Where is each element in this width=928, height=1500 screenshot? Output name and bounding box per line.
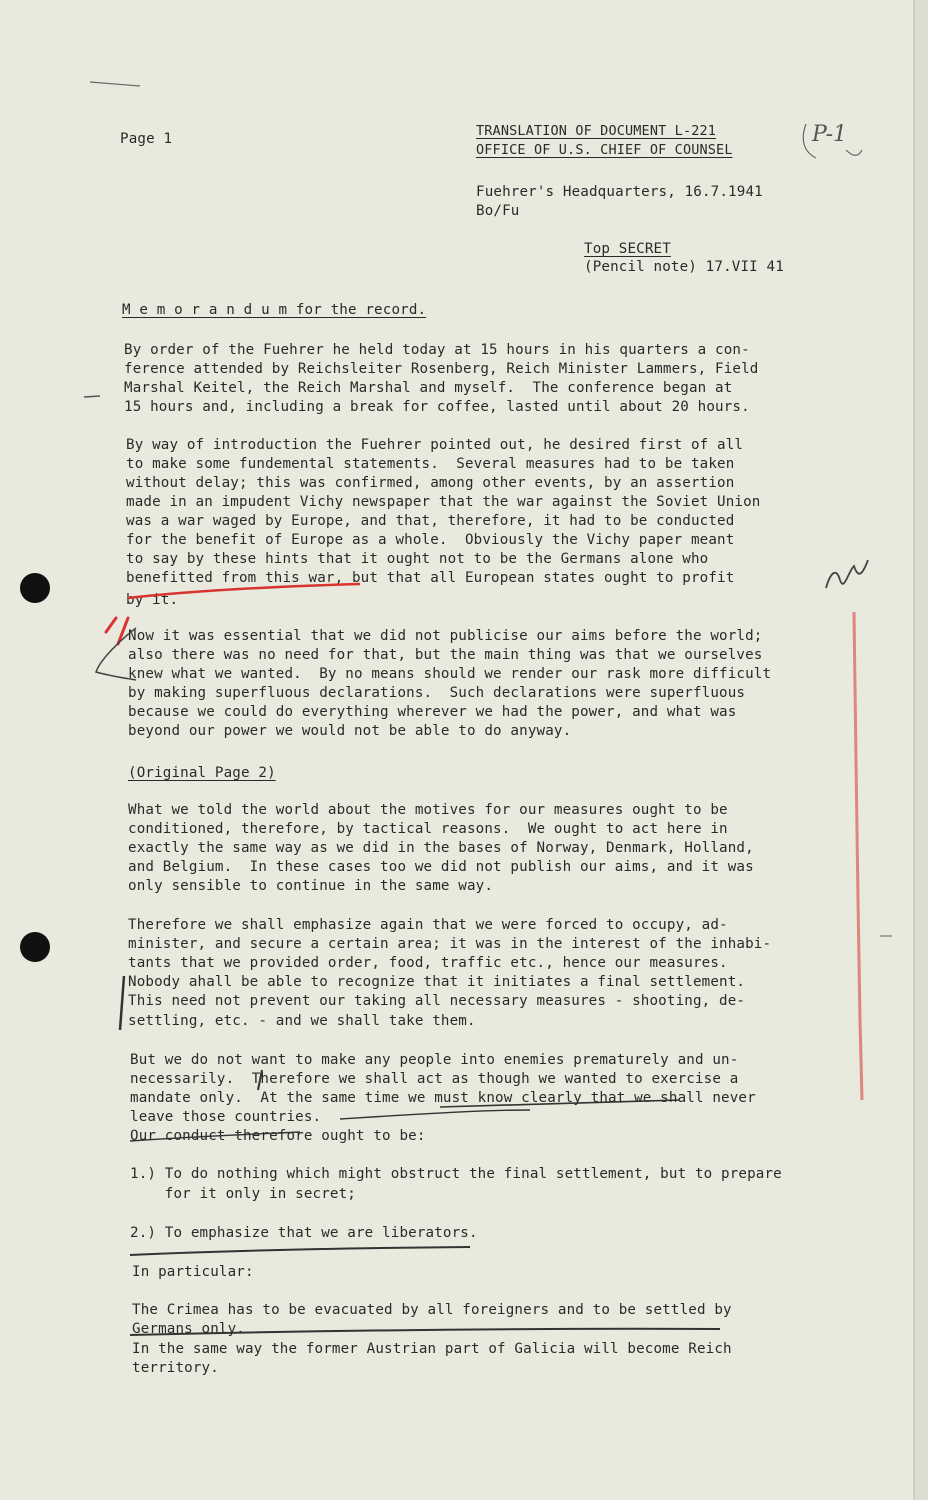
in-particular-heading: In particular: [132, 1264, 254, 1280]
pencil-underline-4 [130, 1247, 470, 1255]
original-page-marker: (Original Page 2) [128, 765, 276, 781]
text-line: was a war waged by Europe, and that, therefore, it had to be conducted [126, 513, 735, 529]
text-line: By way of introduction the Fuehrer pointed out, he desired first of all [126, 437, 744, 453]
pencil-bracket [96, 628, 136, 680]
text-line: beyond our power we would not be able to do anyway. [128, 723, 572, 739]
text-line: exactly the same way as we did in the bases of Norway, Denmark, Holland, [128, 840, 754, 856]
text-line: This need not prevent our taking all necessary measures - shooting, de- [128, 993, 746, 1009]
text-line: The Crimea has to be evacuated by all foreigners and to be settled by [132, 1302, 732, 1318]
text-line: because we could do everything wherever we had the power, and what was [128, 704, 737, 720]
pencil-side-bar [120, 976, 124, 1030]
pencil-underline-1 [440, 1100, 680, 1107]
text-line: by making superfluous declarations. Such declarations were superfluous [128, 685, 746, 701]
text-line: by it. [126, 592, 179, 608]
text-line: necessarily. Therefore we shall act as though we wanted to exercise a [130, 1071, 739, 1087]
page-label: Page 1 [120, 131, 173, 147]
text-line: ference attended by Reichsleiter Rosenberg, Reich Minister Lammers, Field [124, 361, 759, 377]
doc-title-line-1: TRANSLATION OF DOCUMENT L-221 [476, 123, 717, 139]
text-line: In the same way the former Austrian part of Galicia will become Reich [132, 1341, 732, 1357]
red-slash-mark [106, 618, 128, 644]
list-item-1-line-1: 1.) To do nothing which might obstruct the final settlement, but to prepare [130, 1166, 782, 1182]
text-line: By order of the Fuehrer he held today at 15 hours in his quarters a con- [124, 342, 750, 358]
text-line: made in an impudent Vichy newspaper that the war against the Soviet Union [126, 494, 761, 510]
pencil-underline-2 [340, 1110, 530, 1119]
text-line: knew what we wanted. By no means should we render our rask more difficult [128, 666, 772, 682]
text-line: minister, and secure a certain area; it was in the interest of the inhabi- [128, 936, 772, 952]
text-line: only sensible to continue in the same way. [128, 878, 494, 894]
page-edge [914, 0, 928, 1500]
red-margin-line [854, 612, 862, 1100]
pencil-tick [258, 1070, 262, 1090]
classification: Top SECRET [584, 241, 671, 257]
doc-title-line-2: OFFICE OF U.S. CHIEF OF COUNSEL [476, 142, 733, 158]
text-line: 15 hours and, including a break for coffee, lasted until about 20 hours. [124, 399, 750, 415]
pencil-note: (Pencil note) 17.VII 41 [584, 259, 784, 275]
text-line: What we told the world about the motives for our measures ought to be [128, 802, 728, 818]
margin-tick-top [90, 82, 140, 86]
origin-line: Fuehrer's Headquarters, 16.7.1941 [476, 184, 763, 200]
text-line: benefitted from this war, but that all European states ought to profit [126, 570, 735, 586]
text-line: tants that we provided order, food, traffic etc., hence our measures. [128, 955, 728, 971]
margin-note-oval [803, 124, 862, 158]
margin-tick-left [84, 396, 100, 397]
text-line: Now it was essential that we did not publicise our aims before the world; [128, 628, 763, 644]
text-line: for the benefit of Europe as a whole. Obviously the Vichy paper meant [126, 532, 735, 548]
text-line: conditioned, therefore, by tactical reasons. We ought to act here in [128, 821, 728, 837]
pencil-underline-3 [130, 1132, 300, 1141]
text-line: Therefore we shall emphasize again that we were forced to occupy, ad- [128, 917, 728, 933]
reference-line: Bo/Fu [476, 203, 520, 219]
text-line: Nobody ahall be able to recognize that it initiates a final settlement. [128, 974, 746, 990]
text-line: mandate only. At the same time we must know clearly that we shall never [130, 1090, 756, 1106]
text-line: But we do not want to make any people into enemies prematurely and un- [130, 1052, 739, 1068]
memo-heading: M e m o r a n d u m for the record. [122, 302, 427, 318]
margin-note: P-1 [812, 122, 848, 147]
text-line: leave those countries. [130, 1109, 322, 1125]
text-line: also there was no need for that, but the main thing was that we ourselves [128, 647, 763, 663]
pencil-squiggle [826, 560, 868, 588]
text-line: without delay; this was confirmed, among other events, by an assertion [126, 475, 735, 491]
text-line: Germans only. [132, 1321, 245, 1337]
list-item-2: 2.) To emphasize that we are liberators. [130, 1225, 478, 1241]
list-item-1-line-2: for it only in secret; [130, 1186, 356, 1202]
text-line: Our conduct therefore ought to be: [130, 1128, 426, 1144]
text-line: to make some fundemental statements. Several measures had to be taken [126, 456, 735, 472]
red-underline-stroke [128, 584, 360, 598]
text-line: to say by these hints that it ought not to be the Germans alone who [126, 551, 709, 567]
pencil-underline-5 [130, 1329, 720, 1335]
text-line: Marshal Keitel, the Reich Marshal and myself. The conference began at [124, 380, 733, 396]
text-line: territory. [132, 1360, 219, 1376]
text-line: and Belgium. In these cases too we did not publish our aims, and it was [128, 859, 754, 875]
text-line: settling, etc. - and we shall take them. [128, 1013, 476, 1029]
